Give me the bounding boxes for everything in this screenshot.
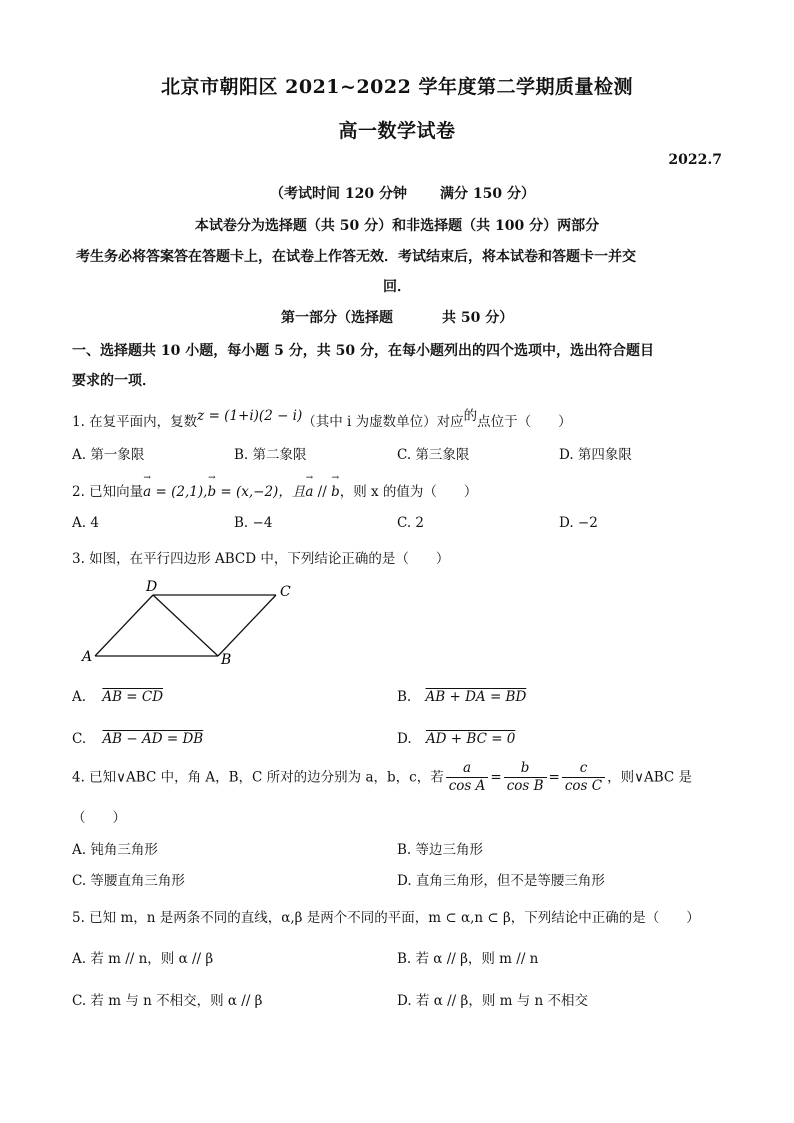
section1-line1: 一、选择题共 10 小题，每小题 5 分，共 50 分，在每小题列出的四个选项中，选出符合题目 [72, 343, 654, 359]
diagonal-db [153, 595, 218, 656]
edge-bc [218, 595, 276, 656]
q3-option-b-label: B. [397, 689, 412, 705]
q2-option-a: A. 4 [72, 515, 99, 531]
q4-frac-a-num: a [446, 760, 489, 778]
q2-parallel-b: → b [331, 484, 340, 500]
q1-stem-a: 1. 在复平面内，复数 [72, 414, 198, 430]
exam-parts: 本试卷分为选择题（共 50 分）和非选择题（共 100 分）两部分 [194, 218, 600, 234]
question-2-stem [72, 480, 477, 500]
parallelogram-figure [80, 580, 300, 670]
question-1-stem [72, 410, 572, 430]
q5-option-b: B. 若 α // β，则 m // n [397, 951, 539, 967]
notice-line-1: 考生务必将答案答在答题卡上，在试卷上作答无效．考试结束后，将本试卷和答题卡一并交 [76, 249, 636, 265]
q1-formula: z = (1+i)(2 − i) [197, 408, 303, 424]
q1-option-c: C. 第三象限 [397, 447, 470, 463]
notice-line-2: 回． [383, 279, 411, 295]
q4-stem-a: 4. 已知∨ABC 中，角 A，B，C 所对的边分别为 a，b，c，若 [72, 769, 444, 786]
q1-stem-c: 的 [463, 408, 478, 424]
q5-option-d: D. 若 α // β，则 m 与 n 不相交 [397, 993, 588, 1009]
q1-option-d: D. 第四象限 [559, 447, 632, 463]
section1-line2: 要求的一项． [72, 373, 156, 389]
q4-fraction-c [562, 760, 605, 795]
question-5-stem: 5. 已知 m，n 是两条不同的直线，α,β 是两个不同的平面，m ⊂ α,n ⊂ β，下列结论中正确的是（ ） [72, 910, 700, 926]
q3-option-a-label: A. [72, 689, 87, 705]
question-4-stem [72, 760, 692, 795]
exam-subtitle: 高一数学试卷 [338, 120, 456, 142]
q1-option-a: A. 第一象限 [72, 447, 145, 463]
q5-option-a: A. 若 m // n，则 α // β [72, 951, 214, 967]
vertex-label-c: C [280, 584, 291, 600]
q3-option-d [397, 731, 515, 747]
q4-fraction-a [446, 760, 489, 795]
q3-option-a [72, 689, 163, 705]
exam-title: 北京市朝阳区 2021~2022 学年度第二学期质量检测 [161, 76, 633, 98]
q2-vector-a-value: = (2,1), [151, 484, 208, 500]
q3-option-d-expr: AD + BC = 0 [425, 731, 516, 747]
q4-equals-1: = [490, 769, 502, 786]
q4-equals-2: = [548, 769, 560, 786]
vertex-label-a: A [82, 649, 93, 665]
q2-option-d: D. −2 [559, 515, 598, 531]
q3-option-c-expr: AB − AD = DB [102, 731, 204, 747]
q2-stem-a: 2. 已知向量 [72, 484, 144, 500]
q4-paren: （ ） [72, 810, 126, 826]
q1-stem-b: （其中 i 为虚数单位）对应 [302, 414, 464, 430]
edge-ad [95, 595, 153, 656]
q4-option-a: A. 钝角三角形 [72, 842, 158, 858]
q3-option-a-expr: AB = CD [102, 689, 164, 705]
part1-title: 第一部分（选择题 [281, 310, 393, 326]
q3-option-b [397, 689, 526, 705]
q2-parallel-a: → a [305, 484, 313, 500]
exam-date: 2022.7 [668, 152, 722, 168]
q3-option-b-expr: AB + DA = BD [425, 689, 527, 705]
q1-stem-d: 点位于（ ） [477, 414, 572, 430]
q4-frac-b-den: cos B [506, 778, 544, 794]
q3-option-c [72, 731, 203, 747]
q4-option-d: D. 直角三角形，但不是等腰三角形 [397, 873, 605, 889]
q3-option-d-label: D. [397, 731, 412, 747]
q4-frac-c-den: cos C [564, 778, 603, 794]
q4-frac-b-num: b [504, 760, 547, 778]
vertex-label-b: B [221, 652, 232, 668]
q1-option-b: B. 第二象限 [234, 447, 307, 463]
q4-frac-c-num: c [562, 760, 605, 778]
part1-score: 共 50 分） [442, 310, 514, 326]
q4-stem-b: ，则∨ABC 是 [607, 769, 693, 786]
q2-option-c: C. 2 [397, 515, 425, 531]
q4-frac-a-den: cos A [448, 778, 486, 794]
exam-time: （考试时间 120 分钟 [270, 186, 407, 202]
q5-option-c: C. 若 m 与 n 不相交，则 α // β [72, 993, 263, 1009]
q2-stem-b: ，则 x 的值为（ ） [339, 484, 478, 500]
q3-option-c-label: C. [72, 731, 87, 747]
question-3-stem: 3. 如图，在平行四边形 ABCD 中，下列结论正确的是（ ） [72, 551, 450, 567]
q4-option-c: C. 等腰直角三角形 [72, 873, 185, 889]
q2-option-b: B. −4 [234, 515, 273, 531]
q2-parallel-symbol: // [313, 484, 332, 500]
q2-vector-b: → b [207, 484, 216, 500]
exam-score: 满分 150 分） [440, 186, 535, 202]
q4-fraction-b [504, 760, 547, 795]
q2-vector-a: → a [143, 484, 151, 500]
vertex-label-d: D [146, 580, 158, 595]
q2-vector-b-value: = (x,−2)，且 [216, 484, 306, 500]
q4-option-b: B. 等边三角形 [397, 842, 484, 858]
